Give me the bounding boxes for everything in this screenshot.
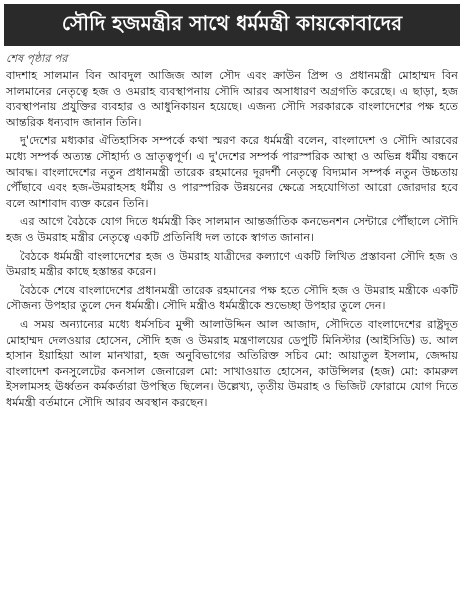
headline: সৌদি হজমন্ত্রীর সাথে ধর্মমন্ত্রী কায়কোবাদের — [61, 10, 403, 35]
article-body — [6, 68, 458, 413]
paragraph-1: বাদশাহ সালমান বিন আবদুল আজিজ আল সৌদ এবং ক্রাউন প্রিন্স ও প্রধানমন্ত্রী মোহাম্মদ বিন সালমানের নেতৃত্বে হজ ও ওমরাহ ব্যবস্থাপনায় সৌদি আরব অসাধারণ অগ্রগতি করেছে। এ ছাড়া, হজ ব্যবস্থাপনায় প্রযুক্তির ব্যবহার ও আধুনিকায়ন হয়েছে। এজন্য সৌদি সরকারকে বাংলাদেশের পক্ষ হতে আন্তরিক ধন্যবাদ জানান তিনি। — [6, 69, 458, 129]
paragraph-6: এ সময় অন্যান্যের মধ্যে ধর্মসচিব মুন্সী আলাউদ্দিন আল আজাদ, সৌদিতে বাংলাদেশের রাষ্ট্রদূত মোহাম্মদ দেলওয়ার হোসেন, সৌদি হজ ও উমরাহ মন্ত্রণালয়ের ডেপুটি মিনিস্টার (আইসিডি) ড. আল হাসান ইয়াহিয়া আল মানখারা, হজ অনুবিভাগের অতিরিক্ত সচিব মো: আয়াতুল ইসলাম, জেদ্দায় বাংলাদেশ কনসুলেটের কনসাল জেনারেল মো: সাখাওয়াত হোসেন, কাউন্সিলর (হজ) মো: কামরুল ইসলামসহ ঊর্ধ্বতন কর্মকর্তারা উপস্থিত ছিলেন। উল্লেখ্য, তৃতীয় উমরাহ ও ভিজিট ফোরামে যোগ দিতে ধর্মমন্ত্রী বর্তমানে সৌদি আরব অবস্থান করছেন। — [6, 317, 458, 409]
continuation-label: শেষ পৃষ্ঠার পর — [6, 52, 68, 65]
paragraph-3: এর আগে বৈঠকে যোগ দিতে ধর্মমন্ত্রী কিং সালমান আন্তর্জাতিক কনভেনশন সেন্টারে পৌঁছালে সৌদি হজ ও উমরাহ মন্ত্রীর নেতৃত্বে একটি প্রতিনিধি দল তাকে স্বাগত জানান। — [6, 215, 458, 244]
paragraph-2: দু'দেশের মধ্যকার ঐতিহাসিক সম্পর্কে কথা স্মরণ করে ধর্মমন্ত্রী বলেন, বাংলাদেশ ও সৌদি আরবের মধ্যে সম্পর্ক অত্যন্ত সৌহার্দ্য ও ভ্রাতৃত্বপূর্ণ। এ দু'দেশের সম্পর্ক পারস্পরিক আস্থা ও অভিন্ন ধর্মীয় বন্ধনে আবদ্ধ। বাংলাদেশের নতুন প্রধানমন্ত্রী তারেক রহমানের দূরদর্শী নেতৃত্বে বিদ্যমান সম্পর্ক নতুন উচ্চতায় পৌঁছাবে এবং হজ-উমরাহসহ ধর্মীয় ও পারস্পরিক উন্নয়নের ক্ষেত্রে সহযোগিতা আরো জোরদার হবে বলে আশাবাদ ব্যক্ত করেন তিনি। — [6, 134, 458, 210]
headline-bar — [4, 4, 460, 46]
paragraph-5: বৈঠকে শেষে বাংলাদেশের প্রধানমন্ত্রী তারেক রহমানের পক্ষ হতে সৌদি হজ ও উমরাহ মন্ত্রীকে একটি সৌজন্য উপহার তুলে দেন ধর্মমন্ত্রী। সৌদি মন্ত্রীও ধর্মমন্ত্রীকে শুভেচ্ছা উপহার তুলে দেন। — [6, 283, 458, 313]
paragraph-4: বৈঠকে ধর্মমন্ত্রী বাংলাদেশের হজ ও উমরাহ যাত্রীদের কল্যাণে একটি লিখিত প্রস্তাবনা সৌদি হজ ও উমরাহ মন্ত্রীর কাছে হস্তান্তর করেন। — [6, 249, 458, 279]
